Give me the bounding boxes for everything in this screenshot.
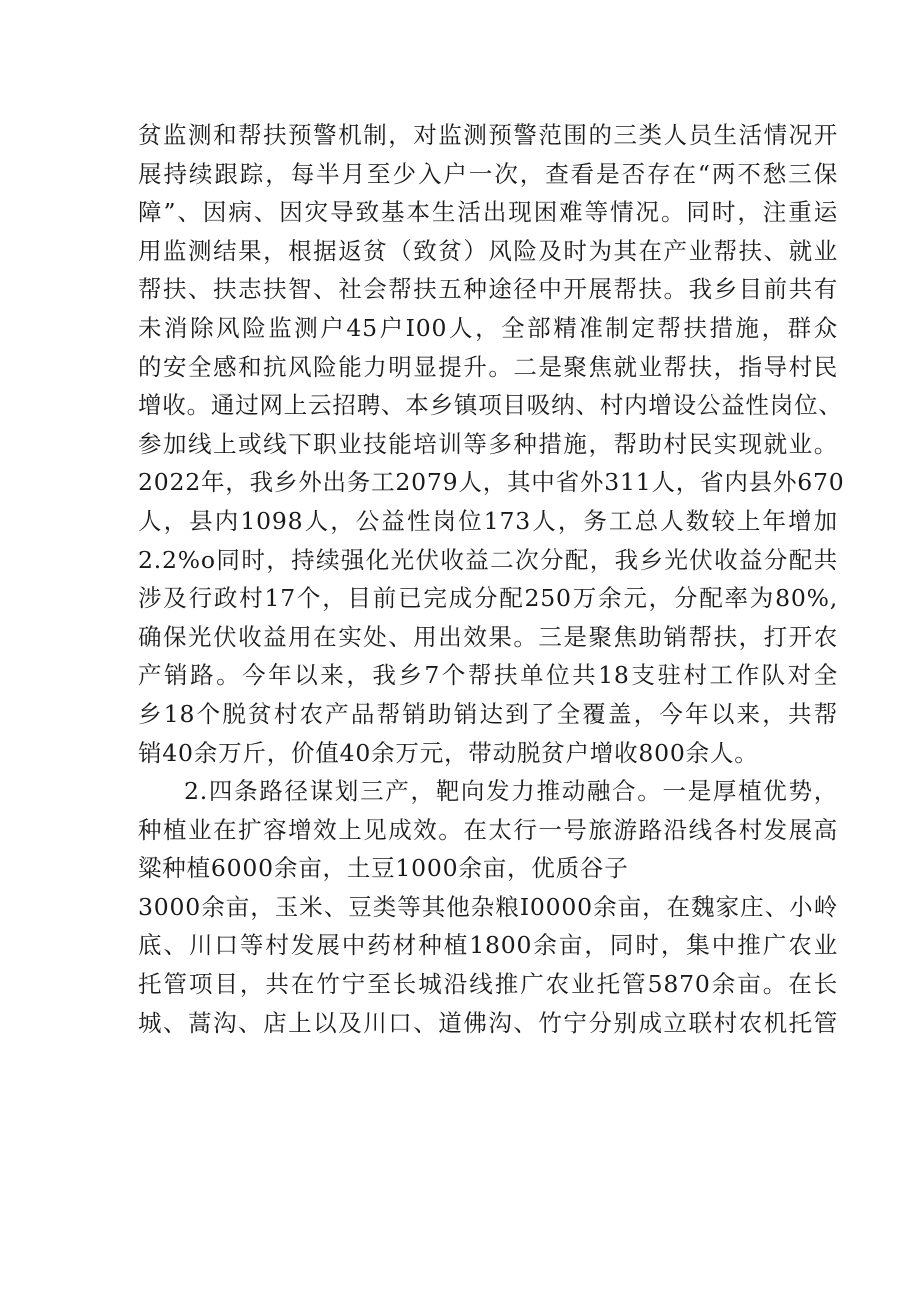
- text-line: 种植业在扩容增效上见成效。在太行一号旅游路沿线各村发展高: [138, 815, 838, 844]
- text-line: 托管项目，共在竹宁至长城沿线推广农业托管5870余亩。在长: [138, 970, 838, 999]
- text-line: 产销路。今年以来，我乡7个帮扶单位共18支驻村工作队对全: [138, 661, 838, 690]
- text-line: 乡18个脱贫村农产品帮销助销达到了全覆盖，今年以来，共帮: [138, 699, 838, 728]
- text-line: 城、蒿沟、店上以及川口、道佛沟、竹宁分别成立联村农机托管: [138, 1008, 838, 1037]
- text-line: 展持续跟踪，每半月至少入户一次，查看是否存在“两不愁三保: [138, 159, 838, 188]
- text-line: 销40余万斤，价值40余万元，带动脱贫户增收800余人。: [138, 738, 759, 767]
- text-line: 未消除风险监测户45户I00人，全部精准制定帮扶措施，群众: [138, 313, 838, 342]
- text-line: 涉及行政村17个，目前已完成分配250万余元，分配率为80%,: [138, 584, 838, 613]
- text-line: 底、川口等村发展中药材种植1800余亩，同时，集中推广农业: [138, 931, 838, 960]
- section-heading-line: 2.四条路径谋划三产，靶向发力推动融合。一是厚植优势，: [184, 777, 838, 806]
- text-line: 3000余亩，玉米、豆类等其他杂粮I0000余亩，在魏家庄、小岭: [138, 892, 838, 921]
- text-line: 的安全感和抗风险能力明显提升。二是聚焦就业帮扶，指导村民: [138, 352, 838, 381]
- body-text: [138, 116, 845, 1042]
- text-line: 障”、因病、因灾导致基本生活出现困难等情况。同时，注重运: [138, 198, 838, 227]
- text-line: 2.2%o同时，持续强化光伏收益二次分配，我乡光伏收益分配共: [138, 545, 838, 574]
- text-line: 粱种植6000余亩，土豆1000余亩，优质谷子: [138, 854, 629, 883]
- text-line: 确保光伏收益用在实处、用出效果。三是聚焦助销帮扶，打开农: [138, 622, 838, 651]
- text-line: 用监测结果，根据返贫（致贫）风险及时为其在产业帮扶、就业: [138, 236, 838, 265]
- text-line: 贫监测和帮扶预警机制，对监测预警范围的三类人员生活情况开: [138, 121, 838, 149]
- text-line: 增收。通过网上云招聘、本乡镇项目吸纳、村内增设公益性岗位、: [138, 391, 843, 420]
- text-line: 2022年，我乡外出务工2079人，其中省外311人，省内县外670: [138, 468, 845, 497]
- text-line: 帮扶、扶志扶智、社会帮扶五种途径中开展帮扶。我乡目前共有: [138, 275, 838, 304]
- text-line: 人，县内1098人，公益性岗位173人，务工总人数较上年增加: [138, 506, 838, 535]
- text-line: 参加线上或线下职业技能培训等多种措施，帮助村民实现就业。: [138, 429, 838, 458]
